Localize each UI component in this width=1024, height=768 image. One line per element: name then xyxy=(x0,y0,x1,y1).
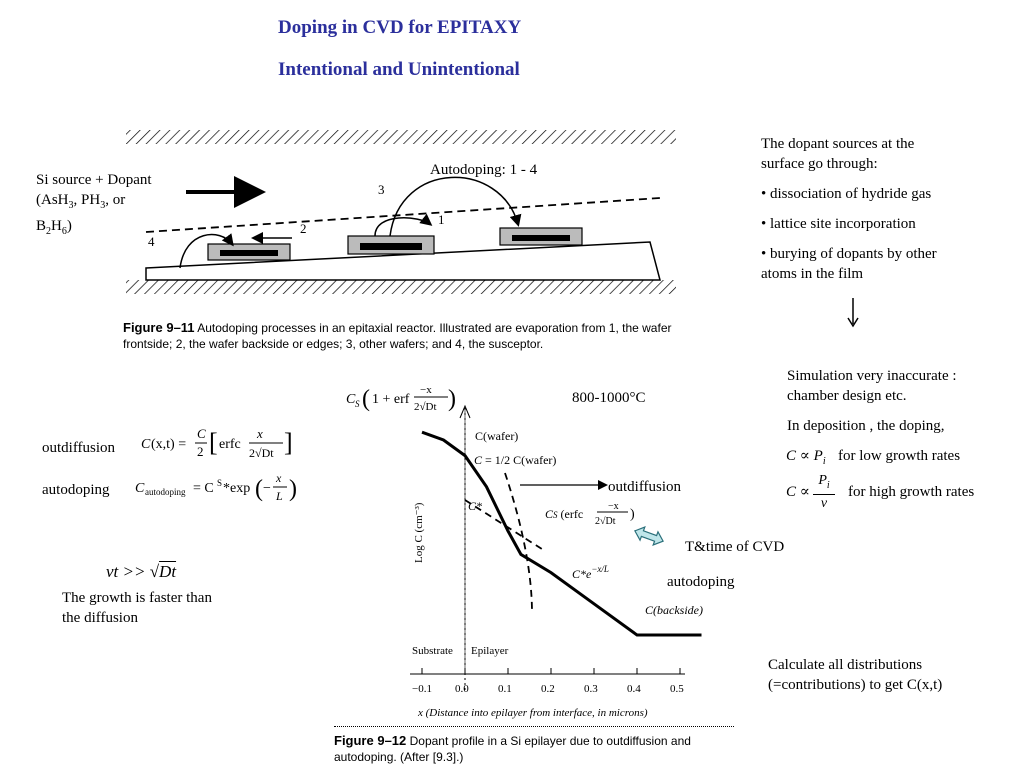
svg-text:C: C xyxy=(141,437,151,452)
cs-star-label: C* xyxy=(468,499,483,513)
svg-text:S: S xyxy=(355,399,360,409)
svg-text:x: x xyxy=(257,426,263,441)
svg-text:(: ( xyxy=(255,476,263,502)
down-arrow-icon xyxy=(846,298,860,328)
autodoping-label: autodoping xyxy=(42,482,110,498)
figure-9-12-caption: Figure 9–12 Dopant profile in a Si epilayer due to outdiffusion and autodoping. (After [9.3].) xyxy=(334,726,734,765)
reactor-diagram xyxy=(120,120,680,310)
x-tick-label: 0.1 xyxy=(498,683,512,695)
high-rate-formula: C ∝ xyxy=(786,484,810,500)
x-tick-label: −0.1 xyxy=(412,683,432,695)
outdiffusion-dashed xyxy=(505,473,532,613)
slide-subtitle: Intentional and Unintentional xyxy=(278,59,520,80)
svg-text:*exp: *exp xyxy=(223,481,251,496)
figure-9-11-caption: Figure 9–11 Autodoping processes in an epitaxial reactor. Illustrated are evaporation from 1, the wafer frontside; 2, the wafer backside or edges; 3, other wafers; and 4, the susceptor. xyxy=(123,320,672,351)
temperature-label: 800-1000°C xyxy=(572,390,646,406)
svg-text:erfc: erfc xyxy=(219,437,241,452)
svg-text:−x: −x xyxy=(420,384,432,396)
svg-text:]: ] xyxy=(284,428,293,457)
svg-text:−x: −x xyxy=(608,501,619,512)
svg-text:2√Dt: 2√Dt xyxy=(595,516,616,527)
c-backside-label: C(backside) xyxy=(645,603,703,617)
svg-text:= C: = C xyxy=(193,481,214,496)
high-rate-fraction: $P_i$ v xyxy=(813,472,835,512)
autodoping-center-label: autodoping xyxy=(667,574,735,590)
epilayer-label: Epilayer xyxy=(471,645,509,657)
dopant-profile-chart xyxy=(340,378,720,720)
bullet-dissociation: • dissociation of hydride gas xyxy=(761,186,932,202)
svg-text:(x,t) =: (x,t) = xyxy=(151,437,187,452)
formula-box xyxy=(133,420,303,510)
calculate-note: Calculate all distributions (=contributions) to get C(x,t) xyxy=(768,657,943,693)
t-time-label: T&time of CVD xyxy=(685,539,785,555)
wafer-1 xyxy=(208,244,290,260)
c-wafer-label: C(wafer) xyxy=(475,429,519,443)
path-3-arrow xyxy=(390,177,518,236)
bullet-burying: • burying of dopants by other xyxy=(761,246,937,262)
x-axis-label: x (Distance into epilayer from interface, in microns) xyxy=(418,707,648,719)
svg-text:2√Dt: 2√Dt xyxy=(414,401,437,413)
path-label-3: 3 xyxy=(378,182,385,197)
svg-text:−: − xyxy=(263,481,271,496)
outdiffusion-arrow-label: outdiffusion xyxy=(608,479,682,495)
x-tick-label: 0.4 xyxy=(627,683,641,695)
svg-text:C: C xyxy=(197,426,206,441)
substrate-label: Substrate xyxy=(412,645,453,657)
svg-text:C: C xyxy=(346,392,356,407)
x-tick-label: 0.0 xyxy=(455,683,469,695)
path-label-2: 2 xyxy=(300,221,307,236)
growth-note: The growth is faster than the diffusion xyxy=(62,590,212,626)
wafer-2 xyxy=(348,236,434,254)
x-tick-label: 0.5 xyxy=(670,683,684,695)
si-source-label: Si source + Dopant (AsH$_3$, $PH_3$, or $B_2H_6$) xyxy=(36,172,152,237)
wafer-3 xyxy=(500,228,582,245)
svg-text:): ) xyxy=(289,476,297,502)
c-half-label: C = 1/2 C(wafer) xyxy=(474,453,557,467)
svg-text:): ) xyxy=(448,386,456,412)
svg-text:S: S xyxy=(217,478,223,488)
y-axis-label: Log C (cm⁻³) xyxy=(413,502,425,563)
svg-text:): ) xyxy=(630,507,635,522)
svg-text:autodoping: autodoping xyxy=(145,487,186,497)
svg-text:(: ( xyxy=(362,386,370,412)
cs-exp-label: $C*e^{-x/L}$ xyxy=(572,564,609,581)
path-1-arrow xyxy=(375,218,430,236)
low-rate-label: for low growth rates xyxy=(838,448,961,464)
svg-text:L: L xyxy=(276,489,283,503)
x-tick-label: 0.3 xyxy=(584,683,598,695)
reactor-bottom-wall xyxy=(126,280,676,294)
x-tick-label: 0.2 xyxy=(541,683,555,695)
reactor-top-wall xyxy=(126,130,676,144)
svg-text:2√Dt: 2√Dt xyxy=(249,446,274,460)
autodoping-header: Autodoping: 1 - 4 xyxy=(430,162,538,178)
low-rate-formula: $C \propto P_i$ xyxy=(786,448,826,467)
high-rate-label: for high growth rates xyxy=(848,484,975,500)
svg-text:2: 2 xyxy=(197,444,204,459)
svg-text:1 + erf: 1 + erf xyxy=(372,392,410,407)
path-label-1: 1 xyxy=(438,212,445,227)
growth-condition-formula: vt >> √Dt xyxy=(106,562,177,581)
svg-text:[: [ xyxy=(209,428,218,457)
cs-erfc-label: CS (erfc xyxy=(545,507,584,521)
slide-title: Doping in CVD for EPITAXY xyxy=(278,17,522,38)
dopant-sources-panel: The dopant sources at the surface go through: • dissociation of hydride gas • lattice site incorporation • burying of dopants by other atoms in the film xyxy=(761,134,981,284)
bullet-lattice: • lattice site incorporation xyxy=(761,216,916,232)
svg-text:C: C xyxy=(135,481,145,496)
simulation-note: Simulation very inaccurate : chamber design etc. In deposition , the doping, xyxy=(787,368,957,434)
svg-text:x: x xyxy=(276,471,282,485)
outdiffusion-label: outdiffusion xyxy=(42,440,116,456)
path-label-4: 4 xyxy=(148,234,155,249)
